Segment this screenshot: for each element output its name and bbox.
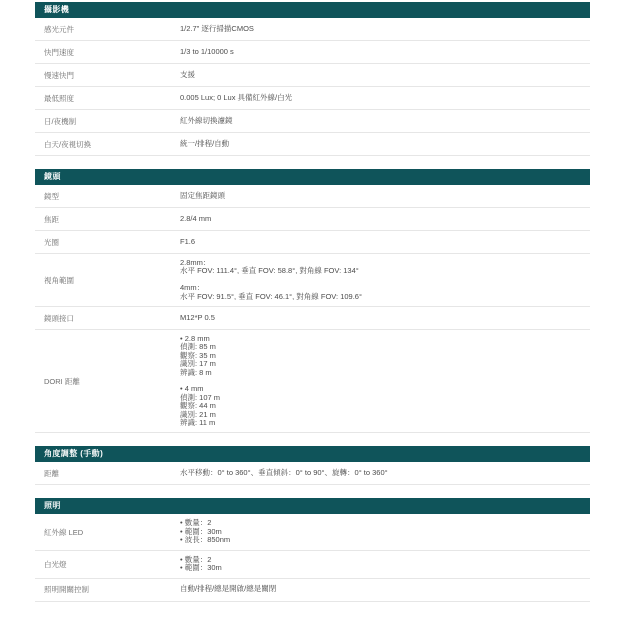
spec-label: 最低照度	[44, 93, 74, 103]
table-row	[35, 110, 590, 133]
spec-value-line	[180, 377, 586, 385]
spec-value-line: • 數量：2	[180, 554, 212, 564]
spec-value	[180, 89, 590, 107]
spec-value-line: 統一/排程/自動	[180, 138, 230, 148]
spec-label: 視角範圍	[44, 275, 74, 285]
table-row	[35, 18, 590, 41]
spec-value-line: • 數量：2	[180, 518, 212, 528]
table-row	[35, 551, 590, 579]
spec-value	[180, 20, 590, 38]
spec-label: 慢速快門	[44, 70, 74, 80]
table-row	[35, 330, 590, 433]
spec-section	[35, 446, 590, 485]
table-row	[35, 133, 590, 156]
section-header: 角度調整 (手動)	[35, 446, 590, 462]
spec-value	[180, 514, 590, 549]
table-row	[35, 185, 590, 208]
section-header: 攝影機	[35, 2, 590, 18]
spec-value	[180, 135, 590, 153]
spec-label: 鏡型	[44, 191, 59, 201]
spec-label: 感光元件	[44, 24, 74, 34]
spec-value-line: 偵測: 85 m	[180, 342, 216, 352]
table-row	[35, 462, 590, 485]
table-row	[35, 64, 590, 87]
section-header: 照明	[35, 498, 590, 514]
spec-value	[180, 330, 590, 432]
spec-section	[35, 169, 590, 433]
spec-value-line: 0.005 Lux; 0 Lux 具備紅外線/白光	[180, 92, 293, 102]
spec-value-line: 2.8mm：	[180, 258, 211, 267]
spec-label: 白光燈	[44, 559, 67, 569]
table-row	[35, 87, 590, 110]
table-row	[35, 514, 590, 550]
spec-value	[180, 551, 590, 578]
spec-label: 白天/夜視切換	[44, 139, 92, 149]
spec-section	[35, 498, 590, 601]
spec-value-line: 固定焦距鏡頭	[180, 190, 225, 200]
spec-label: 日/夜機制	[44, 116, 77, 126]
spec-value	[180, 210, 590, 228]
spec-value	[180, 309, 590, 327]
spec-label: 焦距	[44, 214, 59, 224]
spec-label: 距離	[44, 468, 59, 478]
spec-label: 光圈	[44, 237, 59, 247]
spec-value-line: 水平 FOV: 111.4°, 垂直 FOV: 58.8°, 對角線 FOV: 134°	[180, 266, 359, 276]
spec-value-line: 識別: 21 m	[180, 409, 216, 419]
spec-label: 紅外線 LED	[44, 527, 84, 537]
spec-value-line: 自動/排程/總是開啟/總是關閉	[180, 584, 277, 594]
table-row	[35, 231, 590, 254]
spec-value-line: 辨識: 11 m	[180, 418, 216, 428]
spec-label: 鏡頭接口	[44, 313, 74, 323]
spec-value	[180, 254, 590, 306]
spec-label: DORI 距離	[44, 376, 80, 386]
table-row	[35, 254, 590, 307]
spec-value-line: 觀察: 44 m	[180, 401, 216, 411]
spec-section	[35, 2, 590, 156]
spec-value-line: 識別: 17 m	[180, 359, 216, 369]
spec-value	[180, 112, 590, 130]
section-header: 鏡頭	[35, 169, 590, 185]
spec-value-line: F1.6	[180, 236, 196, 246]
spec-value-line	[180, 276, 586, 284]
spec-value	[180, 187, 590, 205]
spec-value-line: • 4 mm	[180, 384, 204, 394]
spec-value-line: • 波長：850nm	[180, 535, 231, 545]
spec-value-line: • 範圍：30m	[180, 563, 222, 573]
spec-value-line: 2.8/4 mm	[180, 213, 212, 223]
spec-value	[180, 464, 590, 482]
spec-value-line: 水平移動：0° to 360°、垂直傾斜：0° to 90°、旋轉：0° to 360°	[180, 468, 388, 478]
spec-value-line: 支援	[180, 69, 195, 79]
spec-value	[180, 66, 590, 84]
spec-value-line: • 範圍：30m	[180, 526, 222, 536]
spec-value-line: 4mm：	[180, 283, 205, 293]
spec-value-line: 辨識: 8 m	[180, 367, 212, 377]
spec-label: 照明開關控制	[44, 585, 89, 594]
spec-value-line: • 2.8 mm	[180, 334, 210, 344]
spec-value	[180, 43, 590, 61]
table-row	[35, 307, 590, 330]
spec-value-line: 1/2.7" 逐行掃描CMOS	[180, 23, 254, 33]
spec-value-line: 紅外線切換濾鏡	[180, 115, 233, 125]
table-row	[35, 579, 590, 602]
spec-value-line: 1/3 to 1/10000 s	[180, 46, 234, 56]
spec-value-line: M12*P 0.5	[180, 312, 215, 322]
spec-value	[180, 233, 590, 251]
spec-value	[180, 580, 590, 598]
table-row	[35, 208, 590, 231]
spec-value-line: 觀察: 35 m	[180, 350, 216, 360]
spec-value-line: 偵測: 107 m	[180, 392, 221, 402]
table-row	[35, 41, 590, 64]
spec-value-line: 水平 FOV: 91.5°, 垂直 FOV: 46.1°, 對角線 FOV: 109.6°	[180, 291, 362, 301]
spec-label: 快門速度	[44, 47, 74, 57]
